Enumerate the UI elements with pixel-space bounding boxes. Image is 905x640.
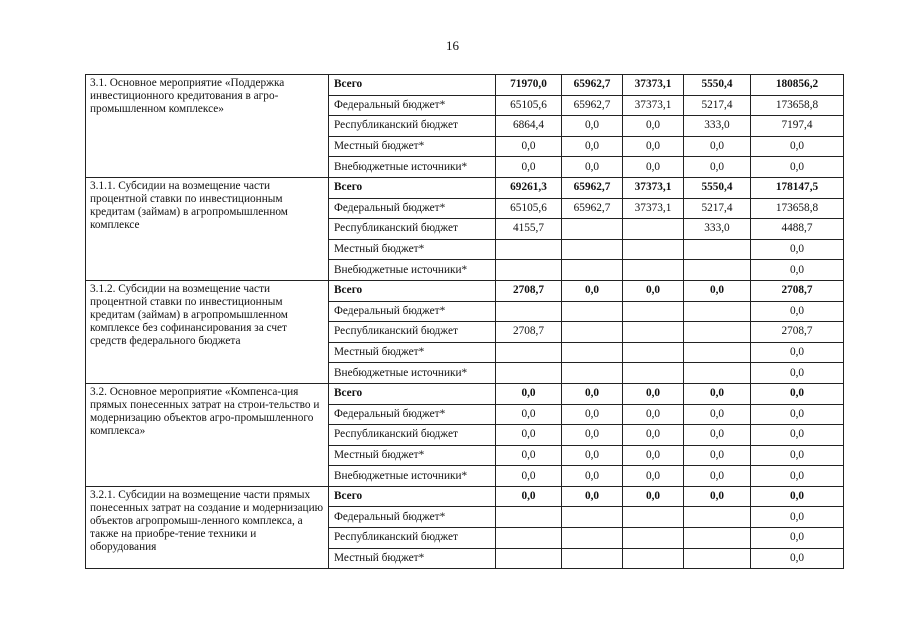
total-value-cell: 0,0 — [751, 383, 844, 404]
year-value-cell: 37373,1 — [623, 198, 684, 219]
year-value-cell — [623, 528, 684, 549]
year-value-cell: 65962,7 — [562, 75, 623, 96]
total-value-cell: 173658,8 — [751, 95, 844, 116]
total-value-cell: 0,0 — [751, 342, 844, 363]
year-value-cell: 71970,0 — [496, 75, 562, 96]
year-value-cell: 0,0 — [562, 116, 623, 137]
funding-source: Местный бюджет* — [329, 239, 496, 260]
year-value-cell: 0,0 — [684, 425, 751, 446]
year-value-cell — [684, 507, 751, 528]
year-value-cell: 0,0 — [562, 445, 623, 466]
year-value-cell: 5217,4 — [684, 95, 751, 116]
funding-source: Всего — [329, 486, 496, 507]
year-value-cell — [562, 507, 623, 528]
funding-table — [85, 74, 844, 569]
year-value-cell — [562, 342, 623, 363]
total-value-cell: 0,0 — [751, 301, 844, 322]
year-value-cell — [496, 301, 562, 322]
year-value-cell: 0,0 — [623, 136, 684, 157]
measure-name: 3.1. Основное мероприятие «Поддержка инвестиционного кредитования в агро-промышленном комплексе» — [86, 75, 329, 178]
year-value-cell — [623, 260, 684, 281]
year-value-cell: 65105,6 — [496, 198, 562, 219]
year-value-cell — [623, 219, 684, 240]
funding-source: Всего — [329, 383, 496, 404]
year-value-cell: 0,0 — [623, 157, 684, 178]
year-value-cell: 0,0 — [562, 136, 623, 157]
total-value-cell: 7197,4 — [751, 116, 844, 137]
total-value-cell: 0,0 — [751, 528, 844, 549]
measure-name: 3.2. Основное мероприятие «Компенса-ция прямых понесенных затрат на строи-тельство и модернизацию объектов агро-промышленного комплекса» — [86, 383, 329, 486]
table-row — [86, 486, 844, 507]
year-value-cell — [562, 260, 623, 281]
year-value-cell — [684, 342, 751, 363]
funding-source: Федеральный бюджет* — [329, 95, 496, 116]
total-value-cell: 2708,7 — [751, 322, 844, 343]
year-value-cell: 37373,1 — [623, 177, 684, 198]
year-value-cell — [562, 301, 623, 322]
year-value-cell: 0,0 — [684, 157, 751, 178]
year-value-cell: 333,0 — [684, 219, 751, 240]
year-value-cell: 65962,7 — [562, 198, 623, 219]
year-value-cell — [562, 548, 623, 569]
year-value-cell: 65962,7 — [562, 95, 623, 116]
table-row — [86, 177, 844, 198]
funding-source: Местный бюджет* — [329, 136, 496, 157]
table-row — [86, 280, 844, 301]
year-value-cell: 0,0 — [562, 486, 623, 507]
total-value-cell: 0,0 — [751, 136, 844, 157]
year-value-cell: 0,0 — [623, 425, 684, 446]
year-value-cell: 0,0 — [496, 136, 562, 157]
year-value-cell — [684, 363, 751, 384]
year-value-cell — [623, 548, 684, 569]
year-value-cell: 65105,6 — [496, 95, 562, 116]
funding-source: Республиканский бюджет — [329, 322, 496, 343]
funding-source: Федеральный бюджет* — [329, 404, 496, 425]
funding-source: Внебюджетные источники* — [329, 157, 496, 178]
year-value-cell: 0,0 — [684, 486, 751, 507]
year-value-cell: 5217,4 — [684, 198, 751, 219]
year-value-cell: 0,0 — [496, 486, 562, 507]
year-value-cell — [562, 239, 623, 260]
year-value-cell — [562, 528, 623, 549]
funding-source: Местный бюджет* — [329, 548, 496, 569]
year-value-cell — [496, 239, 562, 260]
year-value-cell: 0,0 — [684, 383, 751, 404]
year-value-cell — [623, 507, 684, 528]
year-value-cell: 0,0 — [684, 466, 751, 487]
funding-source: Внебюджетные источники* — [329, 363, 496, 384]
funding-source: Внебюджетные источники* — [329, 466, 496, 487]
year-value-cell: 6864,4 — [496, 116, 562, 137]
year-value-cell — [623, 322, 684, 343]
year-value-cell: 5550,4 — [684, 75, 751, 96]
total-value-cell: 4488,7 — [751, 219, 844, 240]
funding-source: Республиканский бюджет — [329, 219, 496, 240]
total-value-cell: 2708,7 — [751, 280, 844, 301]
year-value-cell: 0,0 — [623, 116, 684, 137]
year-value-cell: 5550,4 — [684, 177, 751, 198]
year-value-cell: 0,0 — [623, 486, 684, 507]
year-value-cell: 37373,1 — [623, 95, 684, 116]
total-value-cell: 0,0 — [751, 486, 844, 507]
year-value-cell — [623, 363, 684, 384]
year-value-cell: 0,0 — [496, 425, 562, 446]
year-value-cell: 0,0 — [562, 280, 623, 301]
year-value-cell: 0,0 — [496, 157, 562, 178]
year-value-cell: 4155,7 — [496, 219, 562, 240]
funding-source: Всего — [329, 177, 496, 198]
year-value-cell — [496, 363, 562, 384]
total-value-cell: 0,0 — [751, 466, 844, 487]
measure-name: 3.2.1. Субсидии на возмещение части прямых понесенных затрат на создание и модернизацию объектов агропромыш-ленного комплекса, а также на приобре-тение техники и оборудования — [86, 486, 329, 568]
total-value-cell: 0,0 — [751, 157, 844, 178]
year-value-cell — [623, 301, 684, 322]
year-value-cell: 0,0 — [623, 466, 684, 487]
total-value-cell: 173658,8 — [751, 198, 844, 219]
funding-source: Федеральный бюджет* — [329, 301, 496, 322]
funding-source: Федеральный бюджет* — [329, 507, 496, 528]
year-value-cell: 0,0 — [496, 445, 562, 466]
year-value-cell: 0,0 — [684, 445, 751, 466]
year-value-cell — [562, 219, 623, 240]
year-value-cell — [684, 548, 751, 569]
year-value-cell: 0,0 — [684, 404, 751, 425]
year-value-cell — [684, 239, 751, 260]
total-value-cell: 0,0 — [751, 239, 844, 260]
year-value-cell: 0,0 — [562, 425, 623, 446]
funding-source: Местный бюджет* — [329, 342, 496, 363]
year-value-cell: 0,0 — [684, 280, 751, 301]
year-value-cell — [562, 363, 623, 384]
funding-source: Всего — [329, 280, 496, 301]
funding-source: Всего — [329, 75, 496, 96]
year-value-cell — [496, 528, 562, 549]
funding-source: Федеральный бюджет* — [329, 198, 496, 219]
total-value-cell: 180856,2 — [751, 75, 844, 96]
total-value-cell: 0,0 — [751, 260, 844, 281]
year-value-cell — [684, 528, 751, 549]
measure-name: 3.1.1. Субсидии на возмещение части процентной ставки по инвестиционным кредитам (займам) в агропромышленном комплексе — [86, 177, 329, 280]
year-value-cell: 2708,7 — [496, 322, 562, 343]
year-value-cell: 0,0 — [623, 383, 684, 404]
year-value-cell — [623, 239, 684, 260]
year-value-cell — [496, 548, 562, 569]
year-value-cell: 0,0 — [496, 466, 562, 487]
funding-source: Республиканский бюджет — [329, 425, 496, 446]
measure-name: 3.1.2. Субсидии на возмещение части процентной ставки по инвестиционным кредитам (займам) в агропромышленном комплексе без софинансирования за счет средств федерального бюджета — [86, 280, 329, 383]
year-value-cell: 0,0 — [496, 404, 562, 425]
year-value-cell — [496, 260, 562, 281]
year-value-cell: 333,0 — [684, 116, 751, 137]
year-value-cell — [496, 342, 562, 363]
total-value-cell: 0,0 — [751, 363, 844, 384]
total-value-cell: 0,0 — [751, 425, 844, 446]
year-value-cell: 0,0 — [562, 466, 623, 487]
year-value-cell — [684, 260, 751, 281]
table-row — [86, 383, 844, 404]
year-value-cell: 37373,1 — [623, 75, 684, 96]
year-value-cell: 0,0 — [623, 404, 684, 425]
total-value-cell: 0,0 — [751, 548, 844, 569]
year-value-cell — [684, 301, 751, 322]
year-value-cell: 0,0 — [623, 280, 684, 301]
year-value-cell: 2708,7 — [496, 280, 562, 301]
year-value-cell: 0,0 — [623, 445, 684, 466]
total-value-cell: 0,0 — [751, 507, 844, 528]
funding-source: Республиканский бюджет — [329, 528, 496, 549]
year-value-cell: 0,0 — [496, 383, 562, 404]
year-value-cell — [496, 507, 562, 528]
year-value-cell — [623, 342, 684, 363]
year-value-cell: 0,0 — [562, 404, 623, 425]
total-value-cell: 0,0 — [751, 404, 844, 425]
year-value-cell: 0,0 — [684, 136, 751, 157]
table-row — [86, 75, 844, 96]
total-value-cell: 178147,5 — [751, 177, 844, 198]
year-value-cell: 69261,3 — [496, 177, 562, 198]
year-value-cell — [562, 322, 623, 343]
page-number: 16 — [446, 38, 459, 53]
year-value-cell: 0,0 — [562, 383, 623, 404]
total-value-cell: 0,0 — [751, 445, 844, 466]
funding-source: Республиканский бюджет — [329, 116, 496, 137]
year-value-cell: 0,0 — [562, 157, 623, 178]
year-value-cell: 65962,7 — [562, 177, 623, 198]
funding-source: Местный бюджет* — [329, 445, 496, 466]
year-value-cell — [684, 322, 751, 343]
funding-source: Внебюджетные источники* — [329, 260, 496, 281]
